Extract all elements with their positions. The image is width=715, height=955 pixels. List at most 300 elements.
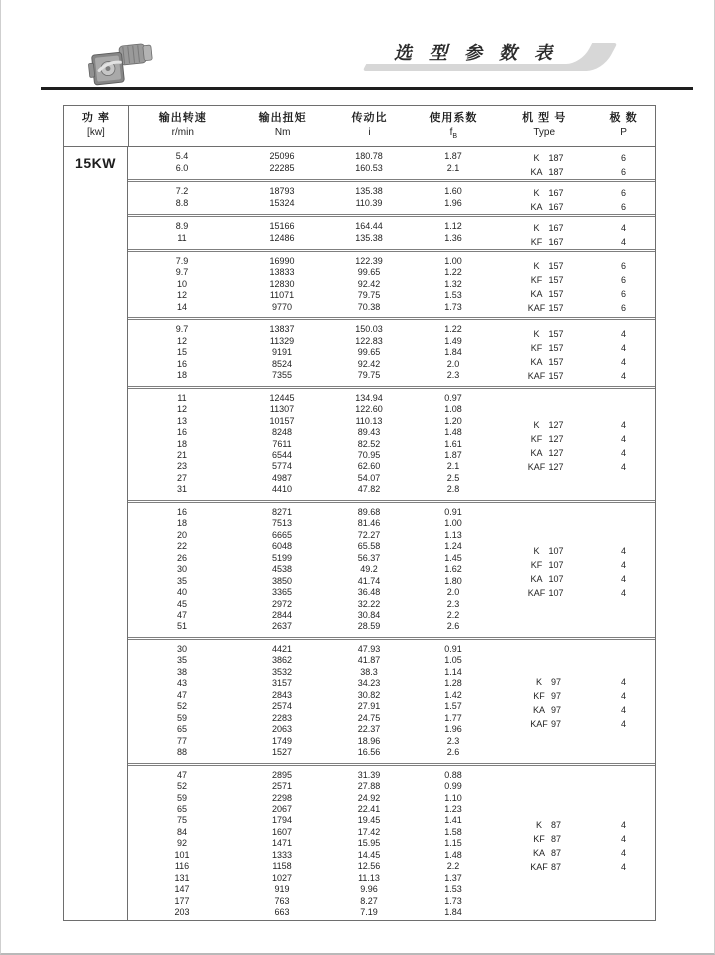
cell-ratio: 122.60	[355, 404, 383, 415]
cell-output-speed: 45	[176, 598, 187, 609]
cell-service-factor: 2.1	[446, 461, 460, 472]
cell-output-torque: 13837	[236, 319, 328, 336]
cell-output-torque: 763	[274, 895, 290, 906]
cell-output-torque: 13833	[269, 267, 295, 278]
cell-ratio: 70.95	[357, 449, 381, 460]
cell-ratio: 7.19	[360, 907, 378, 918]
cell-ratio: 27.88	[357, 781, 381, 792]
cell-service-factor: 1.77	[444, 712, 462, 723]
cell-service-factor: 0.91	[410, 501, 496, 518]
type-entry: KF 107	[530, 559, 564, 570]
cell-output-speed: 16	[128, 501, 236, 518]
pole-entry: 4	[620, 329, 626, 340]
cell-output-torque: 3365	[271, 587, 293, 598]
cell-service-factor: 1.84	[444, 347, 462, 358]
cell-ratio: 79.75	[357, 290, 381, 301]
cell-output-torque: 16990	[236, 251, 328, 268]
cell-ratio: 31.39	[328, 764, 410, 781]
parameter-group-4	[128, 251, 655, 319]
cell-output-torque: 5774	[271, 461, 293, 472]
header-poles-cn: 极 数	[609, 112, 638, 124]
cell-ratio: 160.53	[355, 163, 383, 174]
cell-service-factor: 2.8	[446, 484, 460, 495]
cell-poles-list	[592, 501, 655, 638]
pole-entry: 4	[620, 420, 626, 431]
cell-output-torque: 2063	[271, 724, 293, 735]
page-title: 选 型 参 数 表	[393, 43, 558, 63]
cell-service-factor: 1.73	[444, 301, 462, 312]
pole-entry: 4	[620, 834, 626, 845]
cell-output-torque: 4987	[271, 472, 293, 483]
cell-output-speed: 59	[176, 712, 187, 723]
cell-ratio: 92.42	[357, 278, 381, 289]
type-entry: KA 97	[532, 705, 561, 716]
cell-service-factor: 1.60	[410, 181, 496, 199]
cell-output-torque: 22285	[269, 163, 295, 174]
pole-entry: 4	[620, 357, 626, 368]
cell-ratio: 89.43	[357, 427, 381, 438]
pole-entry: 4	[620, 434, 626, 445]
cell-output-speed: 23	[176, 461, 187, 472]
type-entry: KAF 157	[527, 371, 564, 382]
page-header	[1, 0, 714, 88]
type-entry: K 97	[535, 677, 561, 688]
type-entry: KA 157	[530, 357, 564, 368]
data-row	[128, 501, 655, 518]
cell-output-torque: 1027	[271, 872, 293, 883]
cell-ratio: 28.59	[357, 621, 381, 632]
cell-ratio: 38.3	[360, 666, 378, 677]
cell-output-torque: 2067	[271, 804, 293, 814]
cell-output-torque: 18793	[236, 181, 328, 199]
cell-service-factor: 1.08	[444, 404, 462, 415]
cell-output-torque: 1749	[271, 735, 293, 746]
cell-output-torque: 6665	[271, 529, 293, 540]
gearmotor-photo	[85, 38, 161, 92]
cell-service-factor: 1.48	[444, 427, 462, 438]
cell-ratio: 92.42	[357, 358, 381, 369]
cell-ratio: 180.78	[355, 151, 383, 162]
cell-ratio: 54.07	[357, 472, 381, 483]
type-entry: KF 97	[533, 691, 561, 702]
title-banner	[356, 38, 606, 72]
pole-entry: 4	[620, 862, 626, 873]
pole-entry: 4	[620, 237, 626, 247]
cell-output-torque: 15324	[269, 198, 295, 209]
cell-ratio: 134.94	[328, 387, 410, 404]
cell-service-factor: 1.49	[444, 335, 462, 346]
selection-parameter-table	[63, 105, 656, 921]
cell-ratio: 122.83	[355, 335, 383, 346]
cell-service-factor: 1.12	[410, 216, 496, 234]
cell-service-factor: 1.73	[444, 895, 462, 906]
cell-output-speed: 12	[176, 335, 187, 346]
pole-entry: 4	[620, 677, 626, 688]
cell-service-factor: 2.3	[446, 735, 460, 746]
cell-ratio: 110.39	[355, 198, 383, 209]
cell-ratio: 89.68	[328, 501, 410, 518]
header-output-torque-unit: Nm	[274, 127, 291, 138]
cell-service-factor: 0.88	[410, 764, 496, 781]
cell-ratio: 8.27	[360, 895, 378, 906]
type-entry: K 107	[533, 545, 564, 556]
cell-output-speed: 77	[176, 735, 187, 746]
cell-ratio: 11.13	[358, 872, 380, 883]
type-entry: KAF 157	[527, 302, 564, 313]
cell-output-speed: 18	[176, 370, 187, 381]
cell-service-factor: 1.87	[444, 151, 462, 162]
cell-type-list	[496, 638, 592, 764]
cell-output-torque: 2283	[271, 712, 293, 723]
cell-output-torque: 3532	[271, 666, 293, 677]
parameter-group-7	[128, 501, 655, 638]
cell-output-speed: 88	[176, 747, 187, 758]
cell-type-list	[496, 764, 592, 923]
cell-output-torque: 1527	[271, 747, 293, 758]
cell-service-factor: 1.13	[444, 529, 462, 540]
cell-output-torque: 9191	[271, 347, 293, 358]
cell-output-torque: 5199	[271, 552, 293, 563]
cell-service-factor: 2.5	[446, 472, 460, 483]
type-entry: KAF 97	[530, 719, 561, 730]
cell-output-torque: 4410	[271, 484, 293, 495]
header-output-torque	[237, 106, 329, 146]
cell-output-speed: 5.4	[175, 151, 189, 162]
type-entry: KA 87	[532, 848, 561, 859]
cell-output-torque: 6048	[271, 541, 293, 552]
cell-ratio: 9.96	[360, 884, 378, 895]
cell-service-factor: 1.58	[444, 826, 462, 837]
cell-ratio: 41.74	[357, 575, 381, 586]
type-entry: KA 167	[530, 202, 564, 212]
cell-ratio: 30.82	[357, 689, 381, 700]
cell-service-factor: 1.53	[444, 290, 462, 301]
type-entry: KA 157	[530, 288, 564, 299]
cell-output-speed: 40	[176, 587, 187, 598]
type-entry: KF 127	[530, 434, 564, 445]
header-type-cn: 机 型 号	[522, 112, 567, 124]
type-entry: K 87	[535, 820, 561, 831]
parameter-table-body	[128, 147, 655, 923]
header-output-speed-cn: 输出转速	[158, 112, 207, 124]
cell-output-torque: 11329	[269, 335, 295, 346]
cell-output-torque: 1607	[271, 826, 293, 837]
pole-entry: 6	[620, 167, 626, 177]
cell-ratio: 17.42	[357, 826, 381, 837]
pole-entry: 4	[620, 573, 626, 584]
cell-ratio: 65.58	[357, 541, 381, 552]
pole-entry: 4	[620, 820, 626, 831]
cell-ratio: 164.44	[328, 216, 410, 234]
cell-output-speed: 6.0	[175, 163, 189, 174]
cell-service-factor: 0.91	[410, 638, 496, 655]
cell-output-torque: 3850	[271, 575, 293, 586]
data-row	[128, 251, 655, 268]
pole-entry: 6	[620, 153, 626, 163]
cell-output-speed: 47	[128, 764, 236, 781]
cell-service-factor: 2.3	[446, 370, 460, 381]
cell-output-speed: 11	[177, 233, 187, 244]
cell-ratio: 12.56	[357, 861, 381, 872]
data-row	[128, 319, 655, 336]
cell-service-factor: 1.20	[444, 415, 462, 426]
gearmotor-illustration	[85, 38, 161, 92]
cell-type-list	[496, 319, 592, 387]
header-service-factor-cn: 使用系数	[429, 112, 478, 124]
cell-ratio: 24.75	[357, 712, 381, 723]
cell-poles-list	[592, 181, 655, 216]
cell-poles-list	[592, 764, 655, 923]
header-output-speed-unit: r/min	[171, 127, 194, 138]
cell-service-factor: 1.00	[410, 251, 496, 268]
cell-output-torque: 3157	[271, 678, 293, 689]
pole-entry: 4	[620, 559, 626, 570]
cell-output-speed: 7.2	[128, 181, 236, 199]
header-poles	[592, 106, 655, 146]
cell-poles-list	[592, 319, 655, 387]
data-row	[128, 216, 655, 234]
cell-ratio: 27.91	[357, 701, 381, 712]
type-entry: KA 107	[530, 573, 564, 584]
cell-output-speed: 203	[174, 907, 190, 918]
cell-output-speed: 8.8	[175, 198, 189, 209]
pole-entry: 6	[620, 302, 626, 313]
cell-ratio: 99.65	[357, 267, 381, 278]
type-entry: K 157	[533, 329, 564, 340]
cell-ratio: 15.95	[357, 838, 381, 849]
cell-output-torque: 15166	[236, 216, 328, 234]
cell-output-torque: 919	[274, 884, 290, 895]
cell-type-list	[496, 251, 592, 319]
cell-ratio: 110.13	[355, 415, 383, 426]
type-entry: K 127	[533, 420, 564, 431]
cell-service-factor: 2.3	[446, 598, 460, 609]
cell-service-factor: 1.41	[444, 815, 462, 826]
cell-output-torque: 8248	[271, 427, 293, 438]
cell-output-speed: 35	[176, 575, 187, 586]
cell-ratio: 22.37	[357, 724, 381, 735]
cell-poles-list	[592, 387, 655, 501]
cell-output-speed: 18	[176, 518, 187, 529]
cell-output-speed: 52	[176, 701, 187, 712]
cell-ratio: 47.93	[328, 638, 410, 655]
cell-ratio: 135.38	[328, 181, 410, 199]
cell-output-speed: 35	[176, 655, 187, 666]
cell-output-torque: 8524	[271, 358, 293, 369]
cell-ratio: 24.92	[357, 792, 381, 803]
cell-ratio: 18.96	[357, 735, 381, 746]
cell-output-torque: 4538	[271, 564, 293, 575]
power-value: 15KW	[64, 147, 128, 920]
cell-output-speed: 31	[176, 484, 187, 495]
cell-service-factor: 2.2	[446, 861, 460, 872]
type-entry: KF 167	[530, 237, 564, 247]
type-entry: KF 157	[530, 343, 564, 354]
cell-output-torque: 7513	[271, 518, 293, 529]
cell-poles-list	[592, 147, 655, 181]
parameter-group-6	[128, 387, 655, 501]
cell-service-factor: 2.2	[446, 609, 460, 620]
cell-output-torque: 8271	[236, 501, 328, 518]
cell-output-torque: 7355	[271, 370, 293, 381]
type-entry: KA 187	[530, 167, 564, 177]
cell-type-list	[496, 501, 592, 638]
cell-service-factor: 1.42	[444, 689, 462, 700]
cell-service-factor: 1.22	[410, 319, 496, 336]
cell-service-factor: 1.96	[444, 724, 462, 735]
cell-output-speed: 38	[176, 666, 187, 677]
pole-entry: 4	[620, 545, 626, 556]
cell-ratio: 70.38	[357, 301, 381, 312]
cell-service-factor: 1.23	[444, 804, 462, 814]
cell-poles-list	[592, 216, 655, 251]
cell-output-torque: 4421	[236, 638, 328, 655]
cell-service-factor: 1.87	[444, 449, 462, 460]
pole-entry: 6	[620, 260, 626, 271]
header-power-unit: [kw]	[87, 127, 105, 138]
cell-output-torque: 12445	[236, 387, 328, 404]
data-row	[128, 387, 655, 404]
header-power	[64, 106, 129, 146]
cell-output-speed: 84	[176, 826, 187, 837]
parameter-group-1	[128, 147, 655, 181]
cell-output-torque: 1471	[271, 838, 293, 849]
cell-ratio: 135.38	[355, 233, 383, 244]
pole-entry: 6	[620, 288, 626, 299]
cell-output-speed: 52	[176, 781, 187, 792]
cell-output-speed: 30	[176, 564, 187, 575]
cell-output-speed: 65	[176, 724, 187, 735]
cell-service-factor: 2.6	[446, 621, 460, 632]
header-output-speed	[129, 106, 237, 146]
cell-service-factor: 2.0	[446, 587, 460, 598]
cell-service-factor: 2.1	[446, 163, 460, 174]
pole-entry: 4	[620, 223, 626, 233]
header-type-en: Type	[533, 127, 556, 138]
type-entry: KF 87	[533, 834, 561, 845]
cell-service-factor: 1.10	[444, 792, 462, 803]
cell-output-speed: 65	[176, 804, 187, 814]
cell-output-torque: 2895	[236, 764, 328, 781]
cell-output-torque: 7611	[272, 438, 292, 449]
cell-output-speed: 101	[174, 849, 190, 860]
cell-output-torque: 2844	[271, 609, 293, 620]
cell-service-factor: 1.14	[444, 666, 462, 677]
type-entry: KF 157	[530, 274, 564, 285]
cell-output-speed: 16	[176, 427, 187, 438]
cell-service-factor: 1.57	[444, 701, 462, 712]
data-row	[128, 764, 655, 781]
cell-output-speed: 59	[176, 792, 187, 803]
cell-service-factor: 1.28	[444, 678, 462, 689]
cell-ratio: 122.39	[328, 251, 410, 268]
header-ratio-cn: 传动比	[351, 112, 388, 124]
pole-entry: 6	[620, 188, 626, 198]
header-rule	[41, 87, 693, 90]
table-body-row	[64, 147, 655, 920]
type-entry: KA 127	[530, 448, 564, 459]
type-entry: KAF 107	[527, 587, 564, 598]
cell-service-factor: 1.84	[444, 907, 462, 918]
pole-entry: 4	[620, 462, 626, 473]
parameter-group-2	[128, 181, 655, 216]
cell-ratio: 36.48	[357, 587, 381, 598]
cell-output-speed: 20	[176, 529, 187, 540]
header-service-factor	[410, 106, 496, 146]
header-ratio	[329, 106, 411, 146]
cell-service-factor: 2.6	[446, 747, 460, 758]
cell-output-torque: 2574	[271, 701, 293, 712]
cell-ratio: 34.23	[357, 678, 381, 689]
cell-output-speed: 9.7	[175, 267, 189, 278]
pole-entry: 4	[620, 448, 626, 459]
cell-output-torque: 11307	[269, 404, 295, 415]
type-entry: K 157	[533, 260, 564, 271]
cell-output-speed: 15	[176, 347, 187, 358]
header-type	[496, 106, 592, 146]
cell-output-speed: 22	[176, 541, 187, 552]
cell-output-speed: 92	[176, 838, 187, 849]
type-entry: KAF 127	[527, 462, 564, 473]
cell-output-torque: 25096	[269, 151, 295, 162]
cell-ratio: 41.87	[357, 655, 381, 666]
cell-output-speed: 18	[176, 438, 187, 449]
header-power-cn: 功 率	[81, 112, 110, 124]
type-entry: K 167	[533, 223, 564, 233]
table-header-row	[64, 106, 655, 147]
cell-poles-list	[592, 638, 655, 764]
cell-service-factor: 1.37	[444, 872, 462, 883]
cell-output-speed: 10	[176, 278, 187, 289]
cell-output-torque: 1333	[271, 849, 293, 860]
cell-type-list	[496, 216, 592, 251]
cell-output-speed: 75	[176, 815, 187, 826]
pole-entry: 6	[620, 202, 626, 212]
pole-entry: 4	[620, 848, 626, 859]
header-output-torque-cn: 输出扭矩	[258, 112, 307, 124]
cell-output-torque: 2571	[271, 781, 293, 792]
cell-service-factor: 1.96	[444, 198, 462, 209]
cell-output-torque: 10157	[269, 415, 295, 426]
parameter-group-3	[128, 216, 655, 251]
cell-service-factor: 1.80	[444, 575, 462, 586]
cell-output-torque: 12830	[269, 278, 295, 289]
cell-ratio: 47.82	[357, 484, 381, 495]
cell-output-speed: 131	[174, 872, 190, 883]
cell-service-factor: 1.48	[444, 849, 462, 860]
cell-output-torque: 663	[274, 907, 290, 918]
cell-service-factor: 1.61	[444, 438, 462, 449]
pole-entry: 4	[620, 343, 626, 354]
cell-ratio: 19.45	[357, 815, 381, 826]
pole-entry: 4	[620, 719, 626, 730]
header-poles-symbol: P	[620, 127, 627, 138]
cell-output-speed: 14	[176, 301, 187, 312]
type-entry: KAF 87	[530, 862, 561, 873]
pole-entry: 4	[620, 587, 626, 598]
cell-output-speed: 26	[176, 552, 187, 563]
cell-service-factor: 1.05	[444, 655, 462, 666]
parameter-group-8	[128, 638, 655, 764]
parameter-group-9	[128, 764, 655, 923]
cell-ratio: 56.37	[357, 552, 381, 563]
data-row	[128, 181, 655, 199]
cell-service-factor: 2.0	[446, 358, 460, 369]
cell-type-list	[496, 147, 592, 181]
cell-ratio: 22.41	[357, 804, 381, 814]
cell-output-speed: 7.9	[128, 251, 236, 268]
type-entry: K 187	[533, 153, 564, 163]
